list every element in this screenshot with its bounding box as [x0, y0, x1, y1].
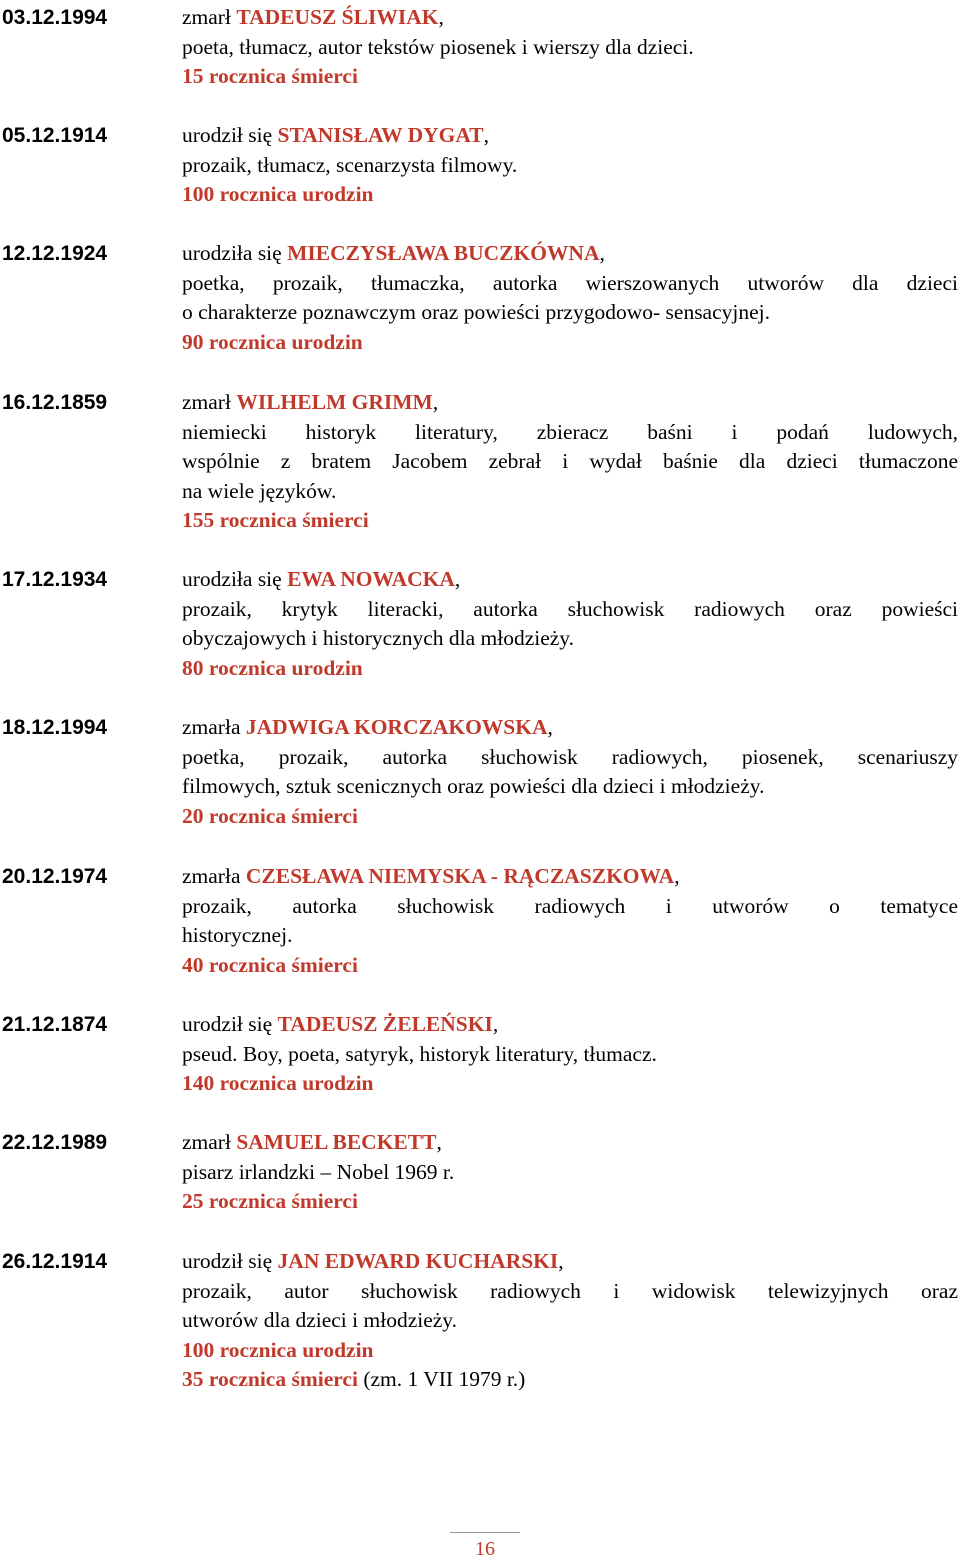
entry-anniversary: 25 rocznica śmierci — [182, 1189, 358, 1214]
entry-name: SAMUEL BECKETT — [236, 1130, 437, 1154]
page-number: 16 — [475, 1538, 495, 1560]
entry-desc-line: pisarz irlandzki – Nobel 1969 r. — [182, 1159, 455, 1184]
entry-content — [182, 121, 958, 210]
entry-date: 21.12.1874 — [2, 1013, 108, 1036]
entry-anniversary: 80 rocznica urodzin — [182, 655, 363, 680]
entry-content — [182, 388, 958, 536]
entry-content — [182, 3, 958, 92]
entry-name: JAN EDWARD KUCHARSKI — [277, 1249, 559, 1273]
entry-content — [182, 862, 958, 980]
entry-desc-line: poetka, prozaik, autorka słuchowisk radiowych, piosenek, scenariuszy — [182, 744, 958, 769]
entry-desc-line: prozaik, krytyk literacki, autorka słuchowisk radiowych oraz powieści — [182, 596, 958, 621]
entry-anniversary: 155 rocznica śmierci — [182, 508, 369, 533]
entry-heading: urodził się STANISŁAW DYGAT, — [182, 123, 490, 147]
entry-date: 18.12.1994 — [2, 716, 108, 739]
entry-anniversary-line — [182, 1365, 958, 1395]
entry-anniversary: 100 rocznica urodzin — [182, 182, 374, 207]
entry-anniversary: 20 rocznica śmierci — [182, 803, 358, 828]
entry-desc-line: pseud. Boy, poeta, satyryk, historyk literatury, tłumacz. — [182, 1041, 657, 1066]
entry-desc-line: na wiele języków. — [182, 478, 337, 503]
entry-heading: urodził się TADEUSZ ŻELEŃSKI, — [182, 1012, 499, 1036]
entry-content — [182, 1247, 958, 1395]
entry-anniversary: 90 rocznica urodzin — [182, 329, 363, 354]
entry-heading: urodził się JAN EDWARD KUCHARSKI, — [182, 1249, 564, 1273]
entry-anniversary: 35 rocznica śmierci — [182, 1367, 358, 1392]
footer-divider — [450, 1532, 520, 1533]
entry-heading: zmarła JADWIGA KORCZAKOWSKA, — [182, 715, 553, 739]
entry-content — [182, 565, 958, 683]
entry-desc-line: o charakterze poznawczym oraz powieści przygodowo- sensacyjnej. — [182, 300, 771, 325]
entry-desc-line: poeta, tłumacz, autor tekstów piosenek i wierszy dla dzieci. — [182, 34, 694, 59]
entry-date: 03.12.1994 — [2, 6, 108, 29]
entry-name: STANISŁAW DYGAT — [277, 123, 484, 147]
entry-desc-line: niemiecki historyk literatury, zbieracz baśni i podań ludowych, — [182, 419, 958, 444]
entry-verb: urodziła się — [182, 567, 282, 591]
entry-date: 16.12.1859 — [2, 391, 108, 414]
entry-heading: zmarła CZESŁAWA NIEMYSKA - RĄCZASZKOWA, — [182, 864, 680, 888]
entry-desc-line: prozaik, autor słuchowisk radiowych i widowisk telewizyjnych oraz — [182, 1278, 958, 1303]
entry-anniversary: 40 rocznica śmierci — [182, 952, 358, 977]
entry-content — [182, 713, 958, 831]
entry-name: EWA NOWACKA — [287, 567, 455, 591]
entry-verb: urodził się — [182, 1249, 273, 1273]
entry-verb: zmarł — [182, 390, 231, 414]
entry-desc-line: filmowych, sztuk scenicznych oraz powieści dla dzieci i młodzieży. — [182, 774, 765, 799]
entry-anniversary: 15 rocznica śmierci — [182, 64, 358, 89]
entry-name: MIECZYSŁAWA BUCZKÓWNA — [287, 241, 600, 265]
entry-anniversary: 100 rocznica urodzin — [182, 1337, 374, 1362]
entry-desc-line: utworów dla dzieci i młodzieży. — [182, 1308, 458, 1333]
entry-heading: urodziła się MIECZYSŁAWA BUCZKÓWNA, — [182, 241, 605, 265]
entry-heading: zmarł SAMUEL BECKETT, — [182, 1130, 442, 1154]
entry-content — [182, 1010, 958, 1099]
entry-verb: zmarł — [182, 5, 231, 29]
entry-date: 22.12.1989 — [2, 1131, 108, 1154]
entry-date: 17.12.1934 — [2, 568, 108, 591]
entry-desc-line: prozaik, tłumacz, scenarzysta filmowy. — [182, 152, 518, 177]
entry-name: TADEUSZ ŻELEŃSKI — [277, 1012, 493, 1036]
entry-heading: zmarł WILHELM GRIMM, — [182, 390, 439, 414]
entry-content — [182, 239, 958, 357]
entry-desc-line: wspólnie z bratem Jacobem zebrał i wydał baśnie dla dzieci tłumaczone — [182, 449, 958, 474]
entry-verb: urodził się — [182, 123, 273, 147]
entry-extra-note: (zm. 1 VII 1979 r.) — [363, 1367, 526, 1392]
entry-desc-line: poetka, prozaik, tłumaczka, autorka wierszowanych utworów dla dzieci — [182, 270, 958, 295]
entry-name: CZESŁAWA NIEMYSKA - RĄCZASZKOWA — [245, 864, 675, 888]
entry-verb: urodziła się — [182, 241, 282, 265]
entry-heading: urodziła się EWA NOWACKA, — [182, 567, 461, 591]
entry-verb: urodził się — [182, 1012, 273, 1036]
entry-name: WILHELM GRIMM — [236, 390, 433, 414]
entry-date: 12.12.1924 — [2, 242, 108, 265]
entry-heading: zmarł TADEUSZ ŚLIWIAK, — [182, 5, 444, 29]
entry-date: 26.12.1914 — [2, 1250, 108, 1273]
entry-anniversary: 140 rocznica urodzin — [182, 1071, 374, 1096]
entry-verb: zmarł — [182, 1130, 231, 1154]
entry-desc-line: obyczajowych i historycznych dla młodzieży. — [182, 626, 575, 651]
entry-verb: zmarła — [182, 715, 241, 739]
entry-verb: zmarła — [182, 864, 241, 888]
entry-desc-line: prozaik, autorka słuchowisk radiowych i utworów o tematyce — [182, 893, 958, 918]
entry-date: 05.12.1914 — [2, 124, 108, 147]
entry-desc-line: historycznej. — [182, 923, 293, 948]
entry-content — [182, 1128, 958, 1217]
entry-name: TADEUSZ ŚLIWIAK — [236, 5, 439, 29]
entry-name: JADWIGA KORCZAKOWSKA — [245, 715, 548, 739]
entry-date: 20.12.1974 — [2, 865, 108, 888]
